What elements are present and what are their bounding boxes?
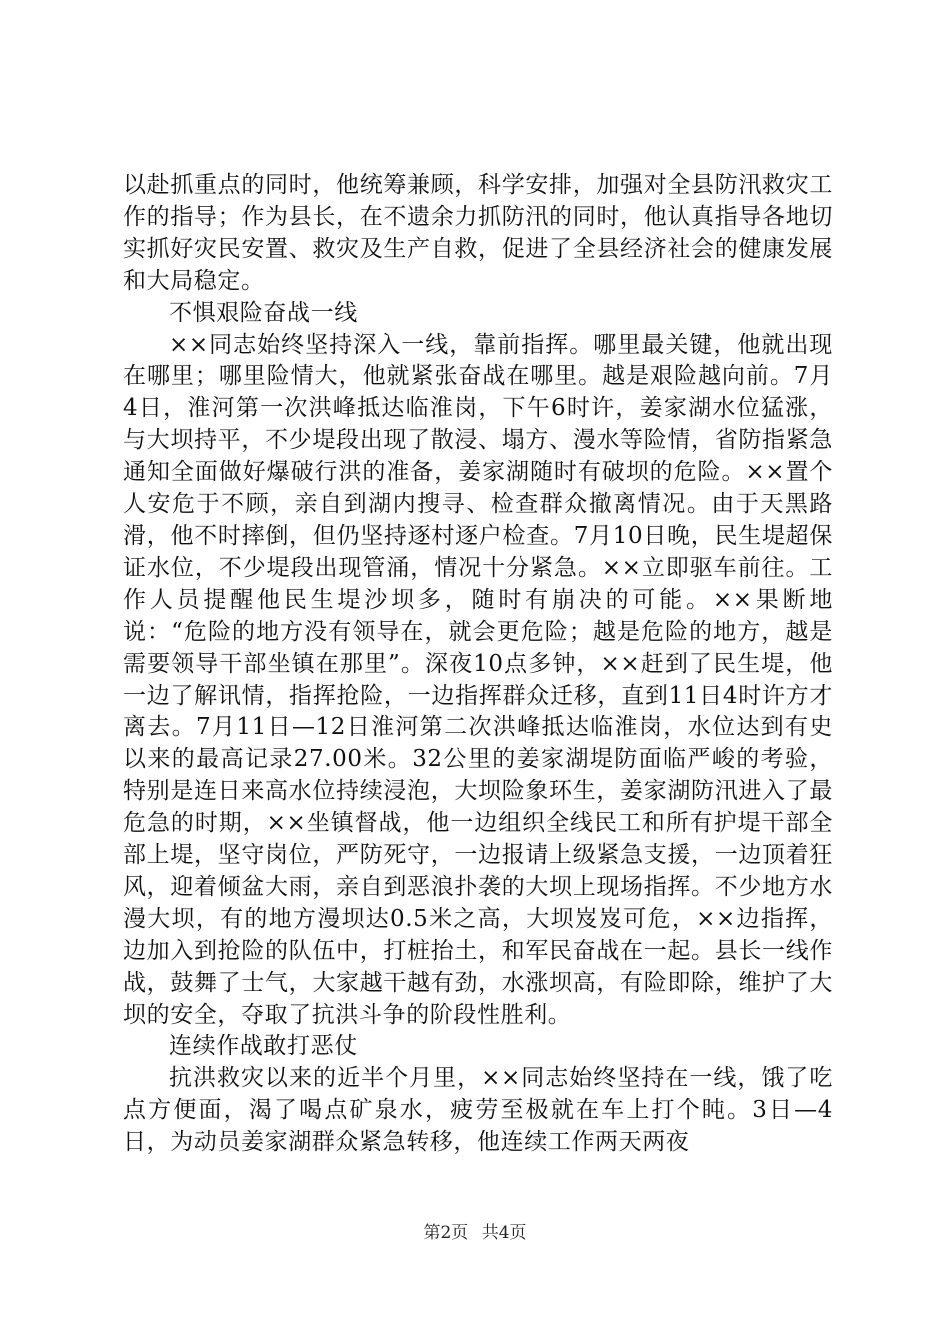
section-heading-1: 不惧艰险奋战一线 [169, 299, 358, 326]
paragraph-section-1: ××同志始终坚持深入一线，靠前指挥。哪里最关键，他就出现在哪里；哪里险情大，他就紧张奋战在哪里。越是艰险越向前。7月4日，淮河第一次洪峰抵达临淮岗，下午6时许，姜家湖水位猛涨，与大坝持平，不少堤段出现了散浸、塌方、漫水等险情，省防指紧急通知全面做好爆破行洪的准备，姜家湖随时有破坝的危险。××置个人安危于不顾，亲自到湖内搜寻、检查群众撤离情况。由于天黑路滑，他不时摔倒，但仍坚持逐村逐户检查。7月10日晚，民生堤超保证水位，不少堤段出现管涌，情况十分紧急。××立即驱车前往。工作人员提醒他民生堤沙坝多，随时有崩决的可能。××果断地说：“危险的地方没有领导在，就会更危险；越是危险的地方，越是需要领导干部坐镇在那里”。深夜10点多钟，××赶到了民生堤，他一边了解讯情，指挥抢险，一边指挥群众迁移，直到11日4时许方才离去。7月11日—12日淮河第二次洪峰抵达临淮岗，水位达到有史以来的最高记录27.00米。32公里的姜家湖堤防面临严峻的考验，特别是连日来高水位持续浸泡，大坝险象环生，姜家湖防汛进入了最危急的时期，××坐镇督战，他一边组织全线民工和所有护堤干部全部上堤，坚守岗位，严防死守，一边报请上级紧急支援，一边顶着狂风，迎着倾盆大雨，亲自到恶浪扑袭的大坝上现场指挥。不少地方水漫大坝，有的地方漫坝达0.5米之高，大坝岌岌可危，××边指挥，边加入到抢险的队伍中，打桩抬土，和军民奋战在一起。县长一线作战，鼓舞了士气，大家越干越有劲，水涨坝高，有险即除，维护了大坝的安全，夺取了抗洪斗争的阶段性胜利。 [123, 331, 833, 1028]
page-number-current: 第2页 [423, 1223, 469, 1243]
document-body [123, 170, 833, 1159]
paragraph-continuation: 以赴抓重点的同时，他统筹兼顾，科学安排，加强对全县防汛救灾工作的指导；作为县长，在不遗余力抓防汛的同时，他认真指导各地切实抓好灾民安置、救灾及生产自救，促进了全县经济社会的健康发展和大局稳定。 [123, 172, 833, 294]
section-heading-2: 连续作战敢打恶仗 [169, 1033, 358, 1060]
page-number-total: 共4页 [481, 1223, 527, 1243]
paragraph-section-2: 抗洪救灾以来的近半个月里，××同志始终坚持在一线，饿了吃点方便面，渴了喝点矿泉水，疲劳至极就在车上打个盹。3日—4日，为动员姜家湖群众紧急转移，他连续工作两天两夜 [123, 1065, 833, 1156]
page-footer [0, 1218, 950, 1243]
